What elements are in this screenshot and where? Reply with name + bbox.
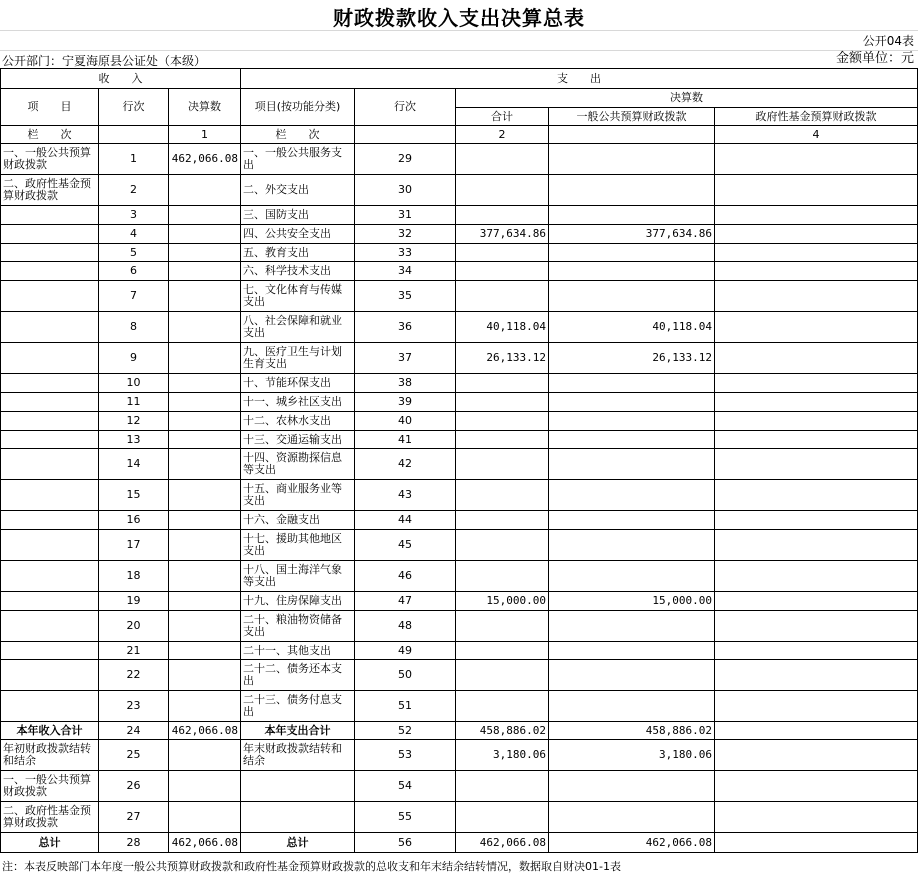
income-item-cell [1, 343, 99, 374]
expense-fund-cell [715, 511, 918, 530]
income-line-cell: 10 [99, 374, 169, 393]
income-value-cell: 462,066.08 [169, 722, 241, 740]
expense-item-cell: 十六、金融支出 [241, 511, 355, 530]
footnote: 注：本表反映部门本年度一般公共预算财政拨款和政府性基金预算财政拨款的总收支和年末结余结转情况，数据取自财决01-1表 [2, 860, 621, 873]
table-row [1, 431, 918, 449]
expense-fund-cell [715, 175, 918, 206]
expense-item-cell: 年末财政拨款结转和结余 [241, 740, 355, 771]
income-value-cell [169, 611, 241, 642]
expense-total-cell: 15,000.00 [456, 592, 549, 611]
income-line-cell: 13 [99, 431, 169, 449]
income-value-cell [169, 642, 241, 660]
expense-total-cell: 40,118.04 [456, 312, 549, 343]
income-final-header: 决算数 [169, 89, 241, 126]
expense-total-cell [456, 771, 549, 802]
table-row [1, 244, 918, 262]
expense-line-cell: 52 [355, 722, 456, 740]
expense-line-cell: 38 [355, 374, 456, 393]
expense-item-cell: 四、公共安全支出 [241, 225, 355, 244]
income-line-cell: 18 [99, 561, 169, 592]
income-item-cell: 二、政府性基金预算财政拨款 [1, 175, 99, 206]
income-column-label: 栏 次 [1, 126, 99, 144]
income-value-cell [169, 374, 241, 393]
expense-general-cell [549, 691, 715, 722]
income-item-cell [1, 262, 99, 281]
expense-total-cell [456, 374, 549, 393]
expense-line-cell: 45 [355, 530, 456, 561]
expense-fund-cell [715, 312, 918, 343]
expense-line-cell: 56 [355, 833, 456, 853]
expense-item-cell: 八、社会保障和就业支出 [241, 312, 355, 343]
expense-general-cell [549, 802, 715, 833]
grid-line [0, 50, 918, 51]
income-line-cell: 28 [99, 833, 169, 853]
income-value-cell [169, 449, 241, 480]
income-line-cell: 27 [99, 802, 169, 833]
expense-fund-cell [715, 722, 918, 740]
expense-item-header: 项目(按功能分类) [241, 89, 355, 126]
table-row [1, 343, 918, 374]
expense-item-cell: 七、文化体育与传媒支出 [241, 281, 355, 312]
expense-item-cell: 二十三、债务付息支出 [241, 691, 355, 722]
column-number-2: 2 [456, 126, 549, 144]
table-row [1, 175, 918, 206]
expense-total-cell [456, 660, 549, 691]
table-row [1, 312, 918, 343]
income-item-cell [1, 592, 99, 611]
expense-general-cell [549, 206, 715, 225]
income-item-cell: 一、一般公共预算财政拨款 [1, 771, 99, 802]
table-row [1, 530, 918, 561]
income-value-cell [169, 262, 241, 281]
table-row [1, 449, 918, 480]
income-item-cell: 总计 [1, 833, 99, 853]
expense-item-cell: 总计 [241, 833, 355, 853]
income-line-cell: 6 [99, 262, 169, 281]
column-number-1: 1 [169, 126, 241, 144]
expense-general-cell: 377,634.86 [549, 225, 715, 244]
expense-general-cell: 15,000.00 [549, 592, 715, 611]
expense-total-cell [456, 206, 549, 225]
general-budget-column-header: 一般公共预算财政拨款 [549, 108, 715, 126]
income-item-cell [1, 374, 99, 393]
expense-item-cell: 二、外交支出 [241, 175, 355, 206]
expense-total-cell [456, 393, 549, 412]
income-item-cell [1, 660, 99, 691]
income-line-cell: 17 [99, 530, 169, 561]
expense-general-cell [549, 281, 715, 312]
expense-total-cell [456, 611, 549, 642]
income-line-cell: 2 [99, 175, 169, 206]
table-row [1, 480, 918, 511]
unit-label: 金额单位：元 [835, 51, 914, 66]
empty-cell [355, 126, 456, 144]
expense-general-cell [549, 431, 715, 449]
table-row [1, 592, 918, 611]
income-item-cell [1, 312, 99, 343]
income-line-cell: 25 [99, 740, 169, 771]
table-row [1, 374, 918, 393]
table-row [1, 833, 918, 853]
column-number-4: 4 [715, 126, 918, 144]
expense-item-cell: 三、国防支出 [241, 206, 355, 225]
expense-line-cell: 55 [355, 802, 456, 833]
expense-fund-cell [715, 393, 918, 412]
income-value-cell [169, 740, 241, 771]
expense-total-cell [456, 691, 549, 722]
expense-total-cell: 377,634.86 [456, 225, 549, 244]
expense-line-cell: 43 [355, 480, 456, 511]
expense-header: 支 出 [241, 69, 918, 89]
expense-total-cell [456, 480, 549, 511]
expense-total-cell [456, 530, 549, 561]
income-value-cell [169, 393, 241, 412]
total-column-header: 合计 [456, 108, 549, 126]
column-number-3 [549, 126, 715, 144]
table-row [1, 561, 918, 592]
income-item-cell [1, 561, 99, 592]
expense-line-cell: 51 [355, 691, 456, 722]
department-label: 公开部门：宁夏海原县公证处（本级） [2, 54, 207, 68]
income-line-cell: 8 [99, 312, 169, 343]
empty-cell [99, 126, 169, 144]
expense-item-cell [241, 802, 355, 833]
income-line-cell: 26 [99, 771, 169, 802]
expense-line-cell: 34 [355, 262, 456, 281]
expense-fund-cell [715, 611, 918, 642]
income-value-cell [169, 412, 241, 431]
income-line-cell: 22 [99, 660, 169, 691]
expense-fund-cell [715, 660, 918, 691]
table-row [1, 722, 918, 740]
expense-total-cell [456, 262, 549, 281]
income-item-cell [1, 611, 99, 642]
expense-line-cell: 42 [355, 449, 456, 480]
income-value-cell [169, 281, 241, 312]
expense-line-cell: 53 [355, 740, 456, 771]
expense-item-cell: 十二、农林水支出 [241, 412, 355, 431]
expense-line-cell: 30 [355, 175, 456, 206]
expense-general-cell [549, 642, 715, 660]
expense-line-cell: 31 [355, 206, 456, 225]
expense-fund-cell [715, 449, 918, 480]
table-row [1, 611, 918, 642]
expense-item-cell: 十、节能环保支出 [241, 374, 355, 393]
income-value-cell [169, 480, 241, 511]
expense-fund-cell [715, 530, 918, 561]
income-value-cell [169, 561, 241, 592]
expense-line-cell: 41 [355, 431, 456, 449]
expense-total-cell [456, 412, 549, 431]
income-line-cell: 15 [99, 480, 169, 511]
income-line-header: 行次 [99, 89, 169, 126]
income-item-cell [1, 225, 99, 244]
table-row [1, 281, 918, 312]
expense-total-cell [456, 175, 549, 206]
income-item-cell [1, 412, 99, 431]
budget-table [0, 68, 918, 853]
expense-line-header: 行次 [355, 89, 456, 126]
income-value-cell: 462,066.08 [169, 144, 241, 175]
income-line-cell: 1 [99, 144, 169, 175]
expense-fund-cell [715, 412, 918, 431]
income-item-cell [1, 244, 99, 262]
income-item-cell [1, 281, 99, 312]
income-value-cell [169, 530, 241, 561]
expense-general-cell [549, 244, 715, 262]
income-item-cell: 年初财政拨款结转和结余 [1, 740, 99, 771]
table-row [1, 660, 918, 691]
expense-item-cell: 二十、粮油物资储备支出 [241, 611, 355, 642]
income-item-cell [1, 480, 99, 511]
income-value-cell [169, 312, 241, 343]
expense-general-cell [549, 449, 715, 480]
income-value-cell [169, 175, 241, 206]
expense-item-cell: 五、教育支出 [241, 244, 355, 262]
report-title: 财政拨款收入支出决算总表 [333, 6, 585, 30]
expense-line-cell: 37 [355, 343, 456, 374]
table-row [1, 740, 918, 771]
income-line-cell: 19 [99, 592, 169, 611]
expense-general-cell: 26,133.12 [549, 343, 715, 374]
expense-total-cell: 26,133.12 [456, 343, 549, 374]
expense-item-cell: 十五、商业服务业等支出 [241, 480, 355, 511]
expense-fund-cell [715, 740, 918, 771]
expense-line-cell: 36 [355, 312, 456, 343]
expense-total-cell: 458,886.02 [456, 722, 549, 740]
income-item-cell [1, 642, 99, 660]
income-line-cell: 21 [99, 642, 169, 660]
income-value-cell [169, 592, 241, 611]
table-row [1, 691, 918, 722]
expense-total-cell [456, 281, 549, 312]
expense-total-cell [456, 561, 549, 592]
expense-general-cell: 40,118.04 [549, 312, 715, 343]
expense-general-cell [549, 771, 715, 802]
expense-line-cell: 32 [355, 225, 456, 244]
income-line-cell: 23 [99, 691, 169, 722]
expense-general-cell [549, 480, 715, 511]
table-row [1, 642, 918, 660]
expense-general-cell [549, 511, 715, 530]
expense-item-cell: 二十二、债务还本支出 [241, 660, 355, 691]
table-row [1, 511, 918, 530]
expense-general-cell: 462,066.08 [549, 833, 715, 853]
expense-line-cell: 50 [355, 660, 456, 691]
income-value-cell [169, 431, 241, 449]
expense-fund-cell [715, 691, 918, 722]
income-line-cell: 7 [99, 281, 169, 312]
expense-line-cell: 35 [355, 281, 456, 312]
income-line-cell: 9 [99, 343, 169, 374]
expense-item-cell: 十九、住房保障支出 [241, 592, 355, 611]
expense-line-cell: 39 [355, 393, 456, 412]
expense-fund-cell [715, 374, 918, 393]
income-line-cell: 12 [99, 412, 169, 431]
expense-general-cell [549, 412, 715, 431]
income-value-cell: 462,066.08 [169, 833, 241, 853]
expense-item-cell: 十七、援助其他地区支出 [241, 530, 355, 561]
expense-general-cell: 3,180.06 [549, 740, 715, 771]
expense-general-cell [549, 530, 715, 561]
expense-line-cell: 33 [355, 244, 456, 262]
income-line-cell: 4 [99, 225, 169, 244]
income-header: 收 入 [1, 69, 241, 89]
expense-item-cell: 二十一、其他支出 [241, 642, 355, 660]
income-item-header: 项 目 [1, 89, 99, 126]
expense-column-label: 栏 次 [241, 126, 355, 144]
income-item-cell: 二、政府性基金预算财政拨款 [1, 802, 99, 833]
expense-total-cell [456, 144, 549, 175]
table-row [1, 412, 918, 431]
expense-line-cell: 46 [355, 561, 456, 592]
expense-general-cell [549, 393, 715, 412]
table-row [1, 225, 918, 244]
expense-general-cell [549, 262, 715, 281]
expense-fund-cell [715, 642, 918, 660]
expense-total-cell [456, 642, 549, 660]
expense-item-cell: 十三、交通运输支出 [241, 431, 355, 449]
table-row [1, 771, 918, 802]
income-value-cell [169, 511, 241, 530]
income-line-cell: 5 [99, 244, 169, 262]
expense-line-cell: 48 [355, 611, 456, 642]
income-item-cell [1, 393, 99, 412]
expense-fund-cell [715, 833, 918, 853]
expense-line-cell: 44 [355, 511, 456, 530]
expense-general-cell [549, 374, 715, 393]
income-value-cell [169, 802, 241, 833]
income-line-cell: 16 [99, 511, 169, 530]
table-row [1, 262, 918, 281]
expense-total-cell [456, 511, 549, 530]
expense-line-cell: 54 [355, 771, 456, 802]
expense-total-cell: 3,180.06 [456, 740, 549, 771]
income-item-cell [1, 431, 99, 449]
expense-fund-cell [715, 262, 918, 281]
expense-item-cell: 本年支出合计 [241, 722, 355, 740]
expense-item-cell: 十四、资源勘探信息等支出 [241, 449, 355, 480]
table-row [1, 393, 918, 412]
expense-total-cell [456, 802, 549, 833]
expense-general-cell [549, 175, 715, 206]
income-value-cell [169, 206, 241, 225]
income-item-cell [1, 530, 99, 561]
expense-fund-cell [715, 225, 918, 244]
income-value-cell [169, 771, 241, 802]
income-line-cell: 14 [99, 449, 169, 480]
expense-line-cell: 29 [355, 144, 456, 175]
table-row [1, 206, 918, 225]
expense-line-cell: 49 [355, 642, 456, 660]
income-value-cell [169, 225, 241, 244]
income-item-cell [1, 691, 99, 722]
expense-general-cell [549, 144, 715, 175]
expense-fund-cell [715, 561, 918, 592]
income-item-cell [1, 511, 99, 530]
income-line-cell: 3 [99, 206, 169, 225]
income-line-cell: 24 [99, 722, 169, 740]
fund-budget-column-header: 政府性基金预算财政拨款 [715, 108, 918, 126]
income-value-cell [169, 660, 241, 691]
expense-fund-cell [715, 771, 918, 802]
income-item-cell [1, 206, 99, 225]
expense-final-group-header: 决算数 [456, 89, 918, 108]
expense-fund-cell [715, 343, 918, 374]
table-row [1, 144, 918, 175]
expense-item-cell: 六、科学技术支出 [241, 262, 355, 281]
expense-item-cell: 一、一般公共服务支出 [241, 144, 355, 175]
expense-total-cell [456, 449, 549, 480]
expense-general-cell [549, 660, 715, 691]
income-line-cell: 11 [99, 393, 169, 412]
expense-fund-cell [715, 244, 918, 262]
income-item-cell: 一、一般公共预算财政拨款 [1, 144, 99, 175]
expense-line-cell: 47 [355, 592, 456, 611]
income-line-cell: 20 [99, 611, 169, 642]
income-item-cell [1, 449, 99, 480]
form-number: 公开04表 [862, 34, 914, 48]
expense-total-cell [456, 244, 549, 262]
income-value-cell [169, 691, 241, 722]
expense-fund-cell [715, 802, 918, 833]
expense-fund-cell [715, 281, 918, 312]
expense-fund-cell [715, 431, 918, 449]
income-item-cell: 本年收入合计 [1, 722, 99, 740]
expense-fund-cell [715, 206, 918, 225]
expense-item-cell [241, 771, 355, 802]
expense-general-cell [549, 611, 715, 642]
table-row [1, 802, 918, 833]
expense-general-cell: 458,886.02 [549, 722, 715, 740]
expense-fund-cell [715, 480, 918, 511]
expense-item-cell: 十一、城乡社区支出 [241, 393, 355, 412]
expense-total-cell: 462,066.08 [456, 833, 549, 853]
income-value-cell [169, 244, 241, 262]
expense-total-cell [456, 431, 549, 449]
expense-item-cell: 十八、国土海洋气象等支出 [241, 561, 355, 592]
expense-fund-cell [715, 144, 918, 175]
income-value-cell [169, 343, 241, 374]
expense-line-cell: 40 [355, 412, 456, 431]
expense-general-cell [549, 561, 715, 592]
expense-item-cell: 九、医疗卫生与计划生育支出 [241, 343, 355, 374]
expense-fund-cell [715, 592, 918, 611]
